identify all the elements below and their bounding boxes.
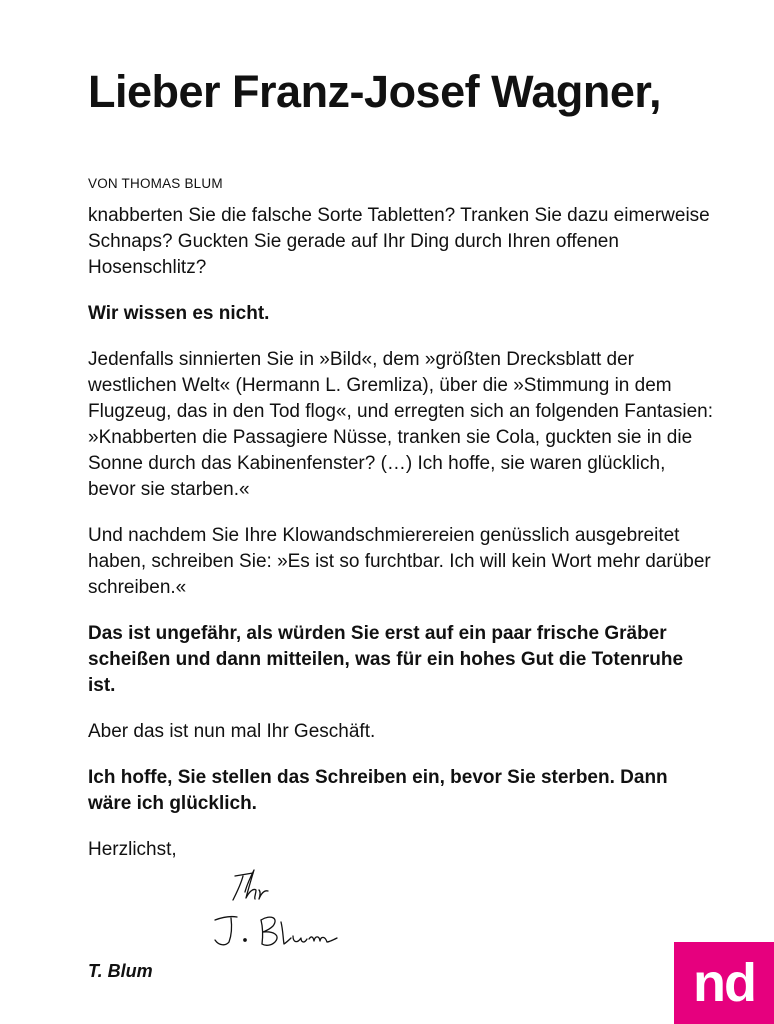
paragraph-business: Aber das ist nun mal Ihr Geschäft. [88,721,376,742]
paragraph-intro: knabberten Sie die falsche Sorte Tabletten? Tranken Sie dazu eimerweise Schnaps? Guckten Sie gerade auf Ihr Ding durch Ihren offenen Hosenschlitz? [88,205,710,278]
byline: VON THOMAS BLUM [88,176,223,191]
paragraph-quote: Jedenfalls sinnierten Sie in »Bild«, dem »größten Drecksblatt der westlichen Welt« (Hermann L. Gremliza), über die »Stimmung in dem Flugzeug, das in den Tod flog«, und erregten sich an folgenden Fantasien: »Knabberten die Passagiere Nüsse, tranken sie Cola, guckten sie in die Sonne durch das Kabinenfenster? (…) Ich hoffe, sie waren glücklich, bevor sie starben.« [88,349,713,500]
logo-text: nd [693,953,755,1013]
page-title: Lieber Franz-Josef Wagner, [88,66,661,117]
handwritten-signature [201,862,361,962]
paragraph-emphasis: Wir wissen es nicht. [88,303,270,324]
paragraph-wish: Ich hoffe, Sie stellen das Schreiben ein, bevor Sie sterben. Dann wäre ich glücklich. [88,767,668,814]
signer-name: T. Blum [88,961,153,981]
letter-body [88,203,713,883]
paragraph-followup: Und nachdem Sie Ihre Klowandschmierereien genüsslich ausgebreitet haben, schreiben Sie: »Es ist so furchtbar. Ich will kein Wort mehr darüber schreiben.« [88,525,711,598]
closing-line: Herzlichst, [88,839,177,860]
nd-logo [674,942,774,1024]
paragraph-comparison: Das ist ungefähr, als würden Sie erst auf ein paar frische Gräber scheißen und dann mitteilen, was für ein hohes Gut die Totenruhe ist. [88,623,684,696]
